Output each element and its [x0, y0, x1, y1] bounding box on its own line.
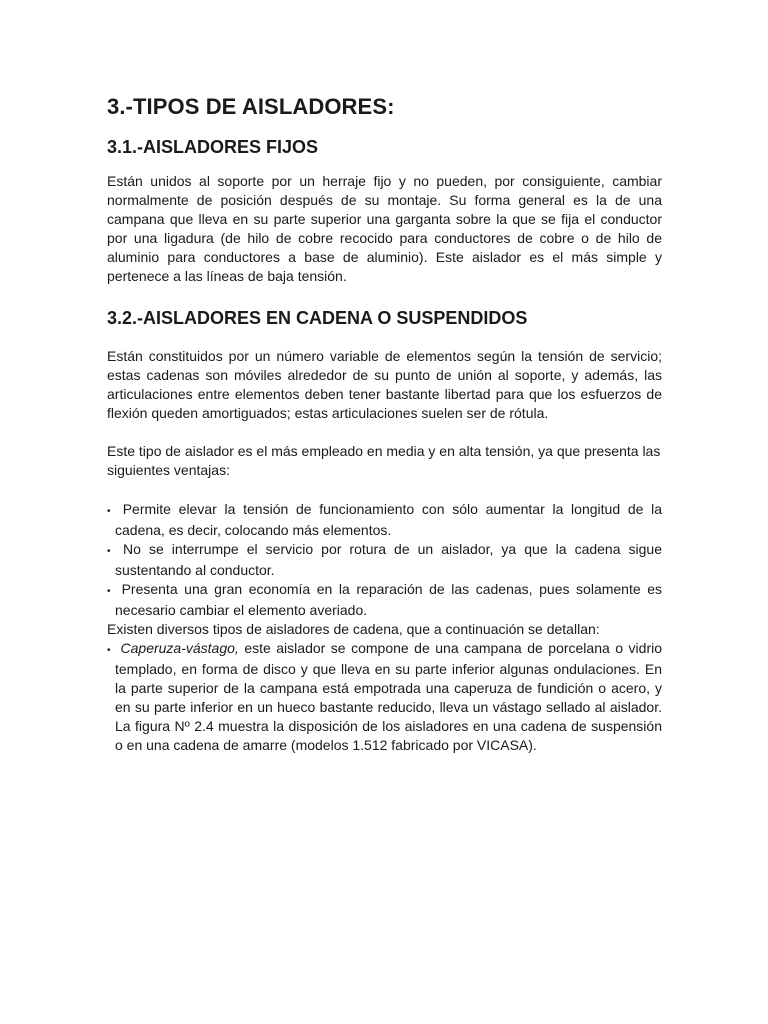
document-page — [107, 92, 662, 755]
list-item — [107, 580, 662, 620]
section-title-fijos: 3.1.-AISLADORES FIJOS — [107, 137, 319, 157]
caperuza-vastago-item — [107, 639, 662, 755]
advantage-text: No se interrumpe el servicio por rotura de un aislador, ya que la cadena sigue sustentando al conductor. — [115, 541, 663, 578]
bullet-icon: • — [107, 645, 111, 656]
paragraph-cadena-advantages-intro: Este tipo de aislador es el más empleado en media y en alta tensión, ya que presenta las siguientes ventajas: — [107, 443, 661, 478]
paragraph-fijos: Están unidos al soporte por un herraje fijo y no pueden, por consiguiente, cambiar normalmente de posición después de su montaje. Su forma general es la de una campana que lleva en su parte superior una garganta sobre la que se fija el conductor por una ligadura (de hilo de cobre recocido para conductores de cobre o de hilo de aluminio para conductores a base de aluminio). Este aislador es el más simple y pertenece a las líneas de baja tensión. — [107, 173, 662, 284]
main-heading: 3.-TIPOS DE AISLADORES: — [107, 94, 395, 119]
list-item — [107, 540, 662, 580]
caperuza-description: este aislador se compone de una campana de porcelana o vidrio templado, en forma de disco y que lleva en su parte inferior algunas ondulaciones. En la parte superior de la campana está empotrada una caperuza de fundición o acero, y en su parte inferior en un hueco bastante reducido, lleva un vástago sellado al aislador. La figura Nº 2.4 muestra la disposición de los aisladores en una cadena de suspensión o en una cadena de amarre (modelos 1.512 fabricado por VICASA). — [115, 640, 663, 753]
paragraph-cadena-description: Están constituidos por un número variable de elementos según la tensión de servicio; estas cadenas son móviles alrededor de su punto de unión al soporte, y además, las articulaciones entre elementos deben tener bastante libertad para que los esfuerzos de flexión queden amortiguados; estas articulaciones suelen ser de rótula. — [107, 348, 662, 421]
list-item — [107, 500, 662, 540]
advantage-text: Permite elevar la tensión de funcionamiento con sólo aumentar la longitud de la cadena, es decir, colocando más elementos. — [115, 501, 662, 538]
caperuza-term: Caperuza-vástago, — [120, 640, 239, 656]
advantages-list — [107, 500, 662, 620]
advantage-text: Presenta una gran economía en la reparación de las cadenas, pues solamente es necesario cambiar el elemento averiado. — [115, 581, 663, 618]
bullet-icon: • — [107, 586, 111, 597]
types-intro-text: Existen diversos tipos de aisladores de cadena, que a continuación se detallan: — [107, 621, 600, 637]
bullet-icon: • — [107, 546, 111, 557]
section-title-cadena: 3.2.-AISLADORES EN CADENA O SUSPENDIDOS — [107, 308, 528, 328]
bullet-icon: • — [107, 506, 111, 517]
